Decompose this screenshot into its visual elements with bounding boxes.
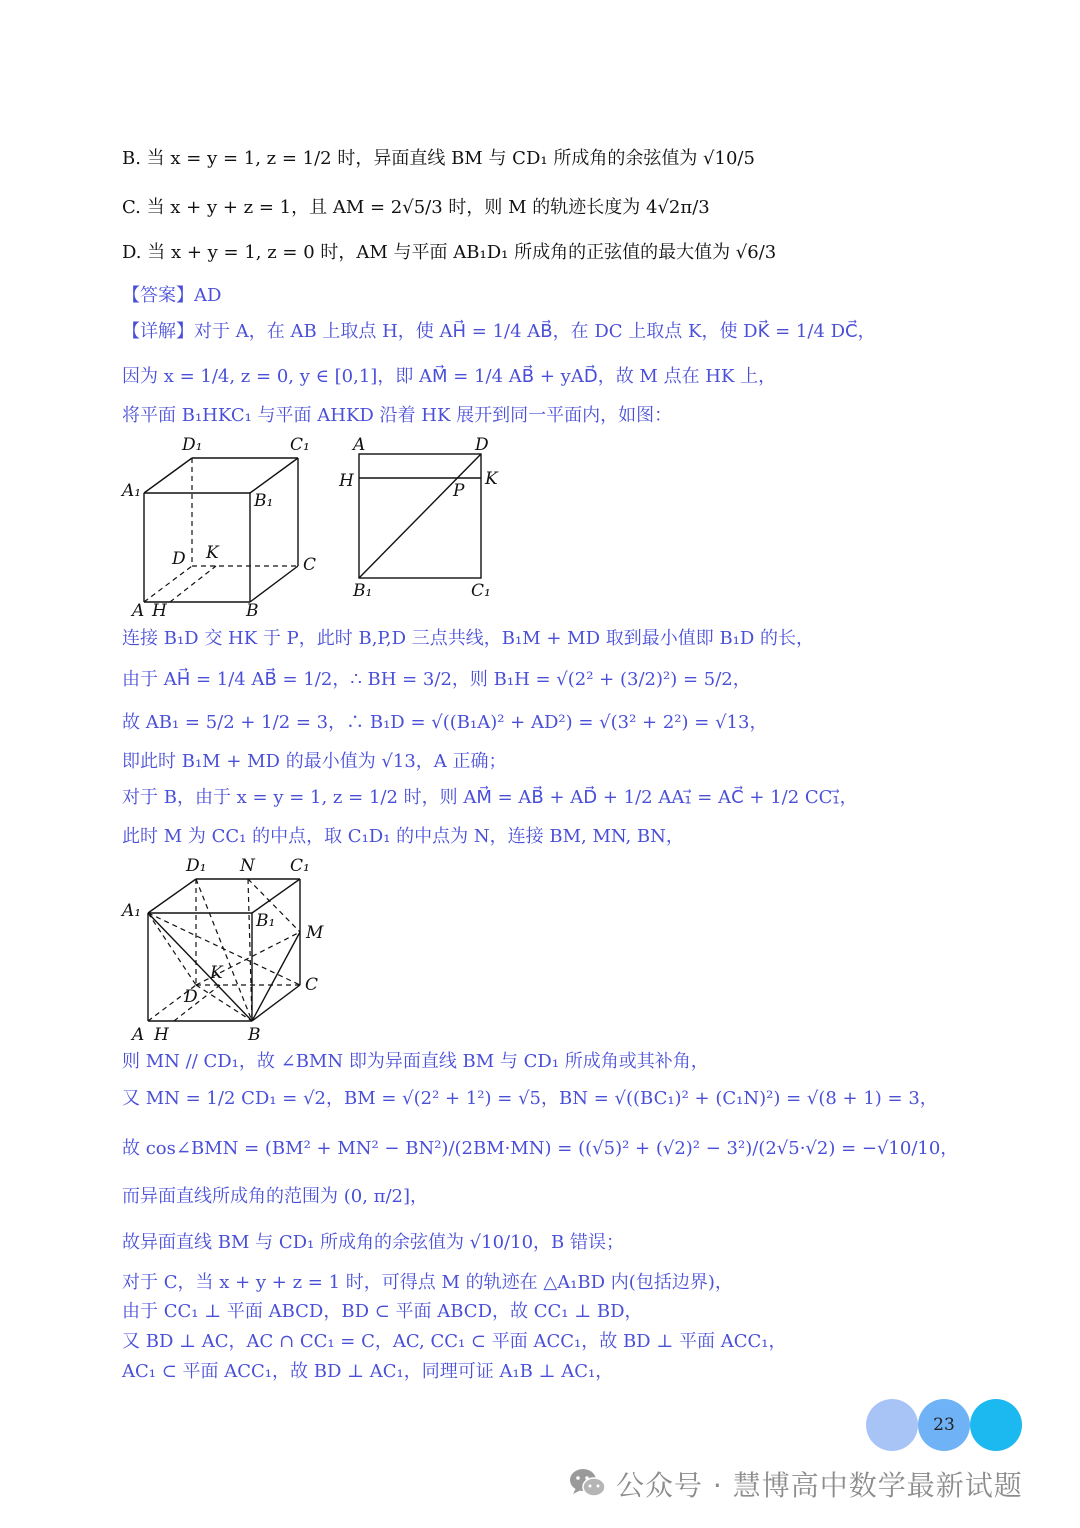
label-B1: B₁ <box>254 491 274 511</box>
label-D1: D₁ <box>182 435 203 455</box>
label-B1: B₁ <box>256 911 276 931</box>
solution-line: 又 MN = 1/2 CD₁ = √2，BM = √(2² + 1²) = √5，BN = √((BC₁)² + (C₁N)²) = √(8 + 1) = 3， <box>122 1088 938 1109</box>
solution-line: 由于 CC₁ ⊥ 平面 ABCD，BD ⊂ 平面 ABCD，故 CC₁ ⊥ BD， <box>122 1301 643 1322</box>
solution-line: 即此时 B₁M + MD 的最小值为 √13，A 正确； <box>122 751 507 772</box>
solution-line: 连接 B₁D 交 HK 于 P，此时 B,P,D 三点共线，B₁M + MD 取到最小值即 B₁D 的长， <box>122 628 815 649</box>
solution-line: 故 cos∠BMN = (BM² + MN² − BN²)/(2BM·MN) = ((√5)² + (√2)² − 3²)/(2√5·√2) = −√10/10， <box>122 1138 959 1159</box>
label-A1: A₁ <box>122 481 142 501</box>
wechat-icon <box>568 1467 608 1501</box>
solution-line: 故 AB₁ = 5/2 + 1/2 = 3，∴ B₁D = √((B₁A)² + AD²) = √(3² + 2²) = √13， <box>122 712 768 733</box>
label-C1: C₁ <box>290 856 310 876</box>
label-D: D <box>184 987 198 1007</box>
label-C1: C₁ <box>471 581 491 601</box>
watermark-text: 公众号 · 慧博高中数学最新试题 <box>616 1469 1023 1502</box>
label-P: P <box>453 481 465 501</box>
label-C1: C₁ <box>290 435 310 455</box>
solution-line: 则 MN // CD₁，故 ∠BMN 即为异面直线 BM 与 CD₁ 所成角或其补角， <box>122 1051 709 1072</box>
solution-line: 又 BD ⊥ AC，AC ∩ CC₁ = C，AC, CC₁ ⊂ 平面 ACC₁，故 BD ⊥ 平面 ACC₁， <box>122 1331 787 1352</box>
label-K: K <box>485 469 498 489</box>
label-K: K <box>206 543 219 563</box>
cube-figure-2 <box>120 852 340 1047</box>
option-d: D. 当 x + y = 1, z = 0 时，AM 与平面 AB₁D₁ 所成角的正弦值的最大值为 √6/3 <box>122 242 777 263</box>
solution-line: 由于 AH⃗ = 1/4 AB⃗ = 1/2，∴ BH = 3/2，则 B₁H = √(2² + (3/2)²) = 5/2， <box>122 669 751 690</box>
option-b: B. 当 x = y = 1, z = 1/2 时，异面直线 BM 与 CD₁ 所成角的余弦值为 √10/5 <box>122 148 755 169</box>
solution-line: 对于 B，由于 x = y = 1, z = 1/2 时，则 AM⃗ = AB⃗ + AD⃗ + 1/2 AA₁⃗ = AC⃗ + 1/2 CC₁⃗， <box>122 787 858 808</box>
solution-line: AC₁ ⊂ 平面 ACC₁，故 BD ⊥ AC₁，同理可证 A₁B ⊥ AC₁， <box>122 1361 614 1382</box>
label-H: H <box>152 601 167 621</box>
label-A: A <box>353 435 366 455</box>
solution-line: 而异面直线所成角的范围为 (0, π/2]， <box>122 1186 429 1207</box>
solution-line: 此时 M 为 CC₁ 的中点，取 C₁D₁ 的中点为 N，连接 BM, MN, BN， <box>122 826 684 847</box>
solution-line: 对于 C，当 x + y + z = 1 时，可得点 M 的轨迹在 △A₁BD 内(包括边界)， <box>122 1272 733 1293</box>
answer: 【答案】AD <box>122 285 222 306</box>
solution-line: 因为 x = 1/4, z = 0, y ∈ [0,1]，即 AM⃗ = 1/4 AB⃗ + yAD⃗，故 M 点在 HK 上， <box>122 366 777 387</box>
option-c: C. 当 x + y + z = 1，且 AM = 2√5/3 时，则 M 的轨迹长度为 4√2π/3 <box>122 197 710 218</box>
page-number-badge <box>866 1399 1026 1451</box>
page-dot-right <box>970 1399 1022 1451</box>
label-H: H <box>154 1025 169 1045</box>
label-B: B <box>246 601 259 621</box>
label-B: B <box>248 1025 261 1045</box>
watermark <box>568 1462 1023 1506</box>
unfolded-plane-figure <box>335 430 510 605</box>
solution-line: 【详解】对于 A，在 AB 上取点 H，使 AH⃗ = 1/4 AB⃗，在 DC 上取点 K，使 DK⃗ = 1/4 DC⃗， <box>122 321 876 342</box>
label-A: A <box>132 1025 145 1045</box>
solution-line: 将平面 B₁HKC₁ 与平面 AHKD 沿着 HK 展开到同一平面内，如图： <box>122 405 673 426</box>
label-A: A <box>132 601 145 621</box>
label-N: N <box>240 856 255 876</box>
label-B1: B₁ <box>353 581 373 601</box>
label-D: D <box>475 435 489 455</box>
solution-line: 故异面直线 BM 与 CD₁ 所成角的余弦值为 √10/10，B 错误； <box>122 1232 624 1253</box>
label-D: D <box>172 549 186 569</box>
label-K: K <box>210 963 223 983</box>
page-number: 23 <box>933 1415 955 1435</box>
label-M: M <box>306 923 324 943</box>
label-C: C <box>305 975 319 995</box>
label-A1: A₁ <box>122 901 142 921</box>
label-D1: D₁ <box>186 856 207 876</box>
label-C: C <box>303 555 317 575</box>
page-dot-left <box>866 1399 918 1451</box>
label-H: H <box>339 471 354 491</box>
cube-figure-1 <box>120 430 330 625</box>
